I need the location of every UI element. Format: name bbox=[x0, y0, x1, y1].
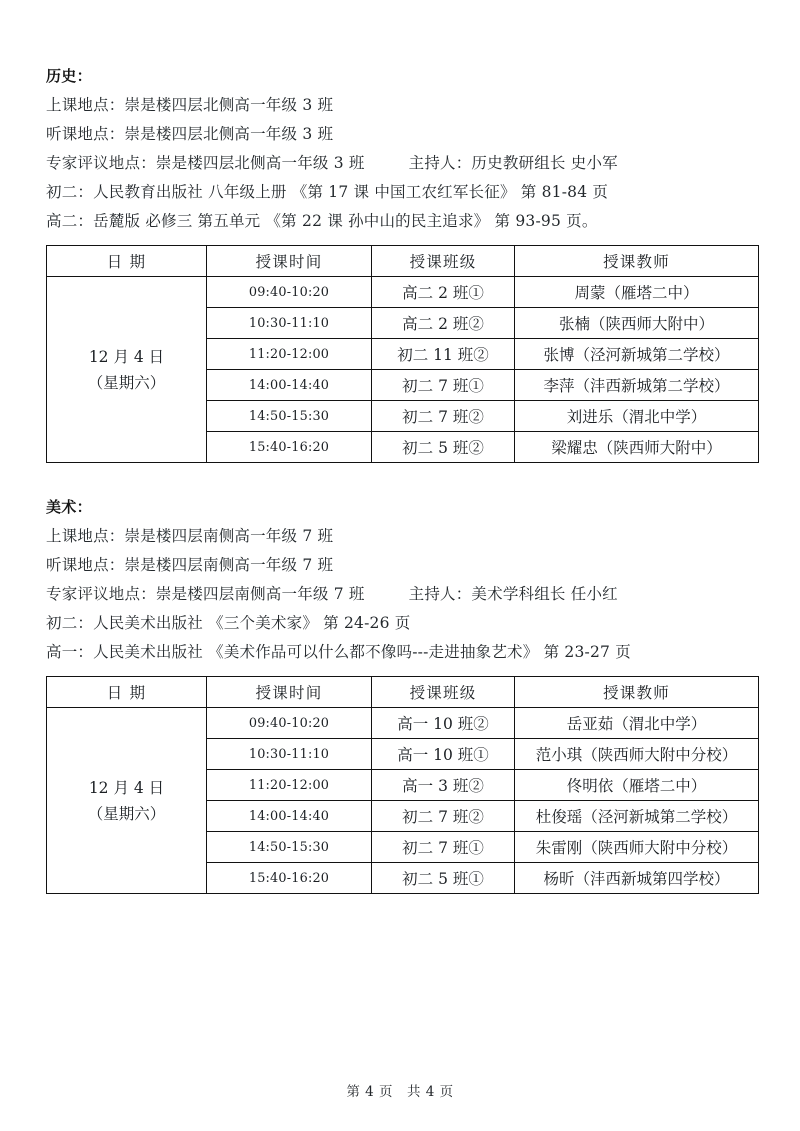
cell-teacher: 李萍（沣西新城第二学校） bbox=[515, 370, 759, 401]
cell-time: 14:50-15:30 bbox=[207, 401, 372, 432]
column-header-time: 授课时间 bbox=[207, 246, 372, 277]
cell-class: 初二 7 班① bbox=[372, 832, 515, 863]
cell-teacher: 梁耀忠（陕西师大附中） bbox=[515, 432, 759, 463]
art-observation-location: 听课地点：崇是楼四层南侧高一年级 7 班 bbox=[46, 556, 334, 574]
history-expert-review-text: 专家评议地点：崇是楼四层北侧高一年级 3 班 bbox=[46, 154, 365, 172]
cell-class: 初二 7 班① bbox=[372, 370, 515, 401]
column-header-time: 授课时间 bbox=[207, 677, 372, 708]
document-content bbox=[46, 62, 758, 894]
cell-time: 09:40-10:20 bbox=[207, 277, 372, 308]
cell-class: 高一 3 班② bbox=[372, 770, 515, 801]
cell-class: 初二 5 班② bbox=[372, 432, 515, 463]
cell-time: 09:40-10:20 bbox=[207, 708, 372, 739]
cell-teacher: 杜俊瑶（泾河新城第二学校） bbox=[515, 801, 759, 832]
column-header-class: 授课班级 bbox=[372, 246, 515, 277]
section-spacer bbox=[46, 463, 758, 493]
column-header-date: 日 期 bbox=[47, 677, 207, 708]
cell-class: 高一 10 班① bbox=[372, 739, 515, 770]
cell-teacher: 朱雷刚（陕西师大附中分校） bbox=[515, 832, 759, 863]
history-schedule-table bbox=[46, 245, 759, 463]
cell-class: 高一 10 班② bbox=[372, 708, 515, 739]
column-header-date: 日 期 bbox=[47, 246, 207, 277]
cell-time: 15:40-16:20 bbox=[207, 432, 372, 463]
cell-time: 14:00-14:40 bbox=[207, 801, 372, 832]
cell-teacher: 佟明依（雁塔二中） bbox=[515, 770, 759, 801]
art-expert-review-location bbox=[46, 580, 758, 609]
cell-time: 14:00-14:40 bbox=[207, 370, 372, 401]
table-header-row bbox=[47, 677, 759, 708]
cell-time: 10:30-11:10 bbox=[207, 739, 372, 770]
cell-time: 11:20-12:00 bbox=[207, 770, 372, 801]
history-junior-textbook: 初二：人民教育出版社 八年级上册 《第 17 课 中国工农红军长征》 第 81-84 页 bbox=[46, 183, 609, 201]
section-history bbox=[46, 62, 758, 463]
section-title-art: 美术： bbox=[46, 498, 92, 516]
cell-class: 初二 5 班① bbox=[372, 863, 515, 894]
cell-class: 初二 11 班② bbox=[372, 339, 515, 370]
table-row bbox=[47, 708, 759, 739]
date-day: 12 月 4 日 bbox=[88, 778, 165, 797]
cell-time: 15:40-16:20 bbox=[207, 863, 372, 894]
art-host: 主持人：美术学科组长 任小红 bbox=[408, 585, 618, 603]
history-observation-location: 听课地点：崇是楼四层北侧高一年级 3 班 bbox=[46, 125, 334, 143]
table-row bbox=[47, 277, 759, 308]
cell-teacher: 岳亚茹（渭北中学） bbox=[515, 708, 759, 739]
section-art bbox=[46, 493, 758, 894]
art-expert-review-text: 专家评议地点：崇是楼四层南侧高一年级 7 班 bbox=[46, 585, 365, 603]
page-footer: 第 4 页 共 4 页 bbox=[346, 1084, 454, 1100]
section-title-history: 历史： bbox=[46, 67, 92, 85]
cell-time: 14:50-15:30 bbox=[207, 832, 372, 863]
date-cell bbox=[47, 277, 207, 463]
cell-time: 11:20-12:00 bbox=[207, 339, 372, 370]
table-header-row bbox=[47, 246, 759, 277]
cell-teacher: 刘进乐（渭北中学） bbox=[515, 401, 759, 432]
date-weekday: （星期六） bbox=[87, 373, 166, 392]
date-weekday: （星期六） bbox=[87, 804, 166, 823]
art-junior-textbook: 初二：人民美术出版社 《三个美术家》 第 24-26 页 bbox=[46, 614, 411, 632]
cell-class: 初二 7 班② bbox=[372, 801, 515, 832]
column-header-class: 授课班级 bbox=[372, 677, 515, 708]
cell-teacher: 张博（泾河新城第二学校） bbox=[515, 339, 759, 370]
date-day: 12 月 4 日 bbox=[88, 347, 165, 366]
art-schedule-table bbox=[46, 676, 759, 894]
history-class-location: 上课地点：崇是楼四层北侧高一年级 3 班 bbox=[46, 96, 334, 114]
art-senior-textbook: 高一：人民美术出版社 《美术作品可以什么都不像吗---走进抽象艺术》 第 23-27 页 bbox=[46, 643, 631, 661]
cell-class: 高二 2 班② bbox=[372, 308, 515, 339]
art-class-location: 上课地点：崇是楼四层南侧高一年级 7 班 bbox=[46, 527, 334, 545]
cell-teacher: 范小琪（陕西师大附中分校） bbox=[515, 739, 759, 770]
cell-time: 10:30-11:10 bbox=[207, 308, 372, 339]
cell-teacher: 张楠（陕西师大附中） bbox=[515, 308, 759, 339]
cell-class: 初二 7 班② bbox=[372, 401, 515, 432]
cell-class: 高二 2 班① bbox=[372, 277, 515, 308]
history-expert-review-location bbox=[46, 149, 758, 178]
history-senior-textbook: 高二：岳麓版 必修三 第五单元 《第 22 课 孙中山的民主追求》 第 93-95 页。 bbox=[46, 212, 598, 230]
date-cell bbox=[47, 708, 207, 894]
cell-teacher: 周蒙（雁塔二中） bbox=[515, 277, 759, 308]
history-host: 主持人：历史教研组长 史小军 bbox=[408, 154, 618, 172]
column-header-teacher: 授课教师 bbox=[515, 677, 759, 708]
column-header-teacher: 授课教师 bbox=[515, 246, 759, 277]
cell-teacher: 杨昕（沣西新城第四学校） bbox=[515, 863, 759, 894]
